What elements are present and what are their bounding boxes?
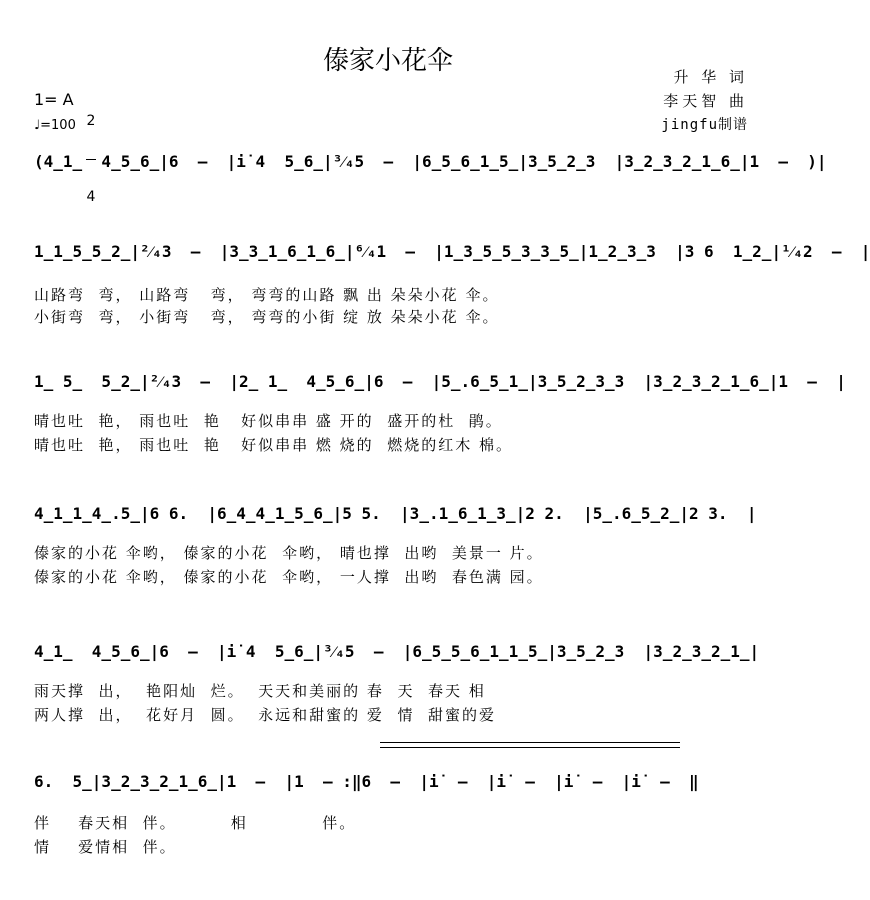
score-line-3: 1̲ 5̲ 5̲2̲|²⁄₄3 – |2̲ 1̲ 4̲5̲6̲|6 – |5̲.6̲5̲1̲|3̲5̲2̲3̲3 |3̲2̲3̲2̲1̲6̲|1 – | bbox=[34, 372, 846, 391]
lyric-line-5-verse-2: 两人撑 出， 花好月 圆。 永远和甜蜜的 爱 情 甜蜜的爱 bbox=[34, 706, 496, 724]
tremolo-line-top bbox=[380, 742, 680, 743]
lyric-line-6-verse-2: 情 爱情相 伴。 bbox=[34, 838, 177, 856]
lyric-line-6-verse-1: 伴 春天相 伴。 相 伴。 bbox=[34, 814, 357, 832]
page-title: 傣家小花伞 bbox=[322, 46, 453, 76]
lyric-line-5-verse-1: 雨天撑 出， 艳阳灿 烂。 天天和美丽的 春 天 春天 相 bbox=[34, 682, 486, 700]
score-line-6: 6. 5̲|3̲2̲3̲2̲1̲6̲|1 – |1 – :‖6 – |i̇ – |i̇ – |i̇ – |i̇ – ‖ bbox=[34, 772, 699, 791]
score-line-5: 4̲1̲ 4̲5̲6̲|6 – |i̇ 4 5̲6̲|³⁄₄5 – |6̲5̲5̲6̲1̲1̲5̲|3̲5̲2̲3 |3̲2̲3̲2̲1̲| bbox=[34, 642, 760, 661]
lyric-line-4-verse-1: 傣家的小花 伞哟， 傣家的小花 伞哟， 晴也撑 出哟 美景一 片。 bbox=[34, 544, 544, 562]
tempo-marking: ♩=100 bbox=[34, 118, 76, 133]
lyric-line-4-verse-2: 傣家的小花 伞哟， 傣家的小花 伞哟， 一人撑 出哟 春色满 园。 bbox=[34, 568, 544, 586]
time-signature-top: 2 bbox=[86, 113, 96, 129]
lyric-line-3-verse-2: 晴也吐 艳， 雨也吐 艳 好似串串 燃 烧的 燃烧的红木 棉。 bbox=[34, 436, 513, 454]
score-line-4: 4̲1̲1̲4̲.5̲|6 6. |6̲4̲4̲1̲5̲6̲|5 5. |3̲.1̲6̲1̲3̲|2 2. |5̲.6̲5̲2̲|2 3. | bbox=[34, 504, 757, 523]
lyric-line-2-verse-1: 山路弯 弯， 山路弯 弯， 弯弯的山路 飘 出 朵朵小花 伞。 bbox=[34, 286, 500, 304]
lyricist-credit: 升 华 词 bbox=[673, 68, 748, 86]
lyric-line-2-verse-2: 小街弯 弯， 小街弯 弯， 弯弯的小街 绽 放 朵朵小花 伞。 bbox=[34, 308, 500, 326]
maker-credit: jingfu制谱 bbox=[661, 117, 748, 133]
tremolo-line-bottom bbox=[380, 747, 680, 748]
time-signature-bottom: 4 bbox=[86, 189, 96, 205]
score-line-2: 1̲1̲5̲5̲2̲|²⁄₄3 – |3̲3̲1̲6̲1̲6̲|⁶⁄₄1 – |1̲3̲5̲5̲3̲3̲5̲|1̲2̲3̲3 |3 6 1̲2̲|¹⁄₄2 – | bbox=[34, 242, 870, 261]
score-line-1: (4̲1̲ 4̲5̲6̲|6 – |i̇ 4 5̲6̲|³⁄₄5 – |6̲5̲6̲1̲5̲|3̲5̲2̲3 |3̲2̲3̲2̲1̲6̲|1 – )| bbox=[34, 152, 827, 171]
lyric-line-3-verse-1: 晴也吐 艳， 雨也吐 艳 好似串串 盛 开的 盛开的杜 鹃。 bbox=[34, 412, 503, 430]
key-signature: 1= A bbox=[34, 90, 74, 109]
composer-credit: 李天智 曲 bbox=[663, 92, 748, 110]
